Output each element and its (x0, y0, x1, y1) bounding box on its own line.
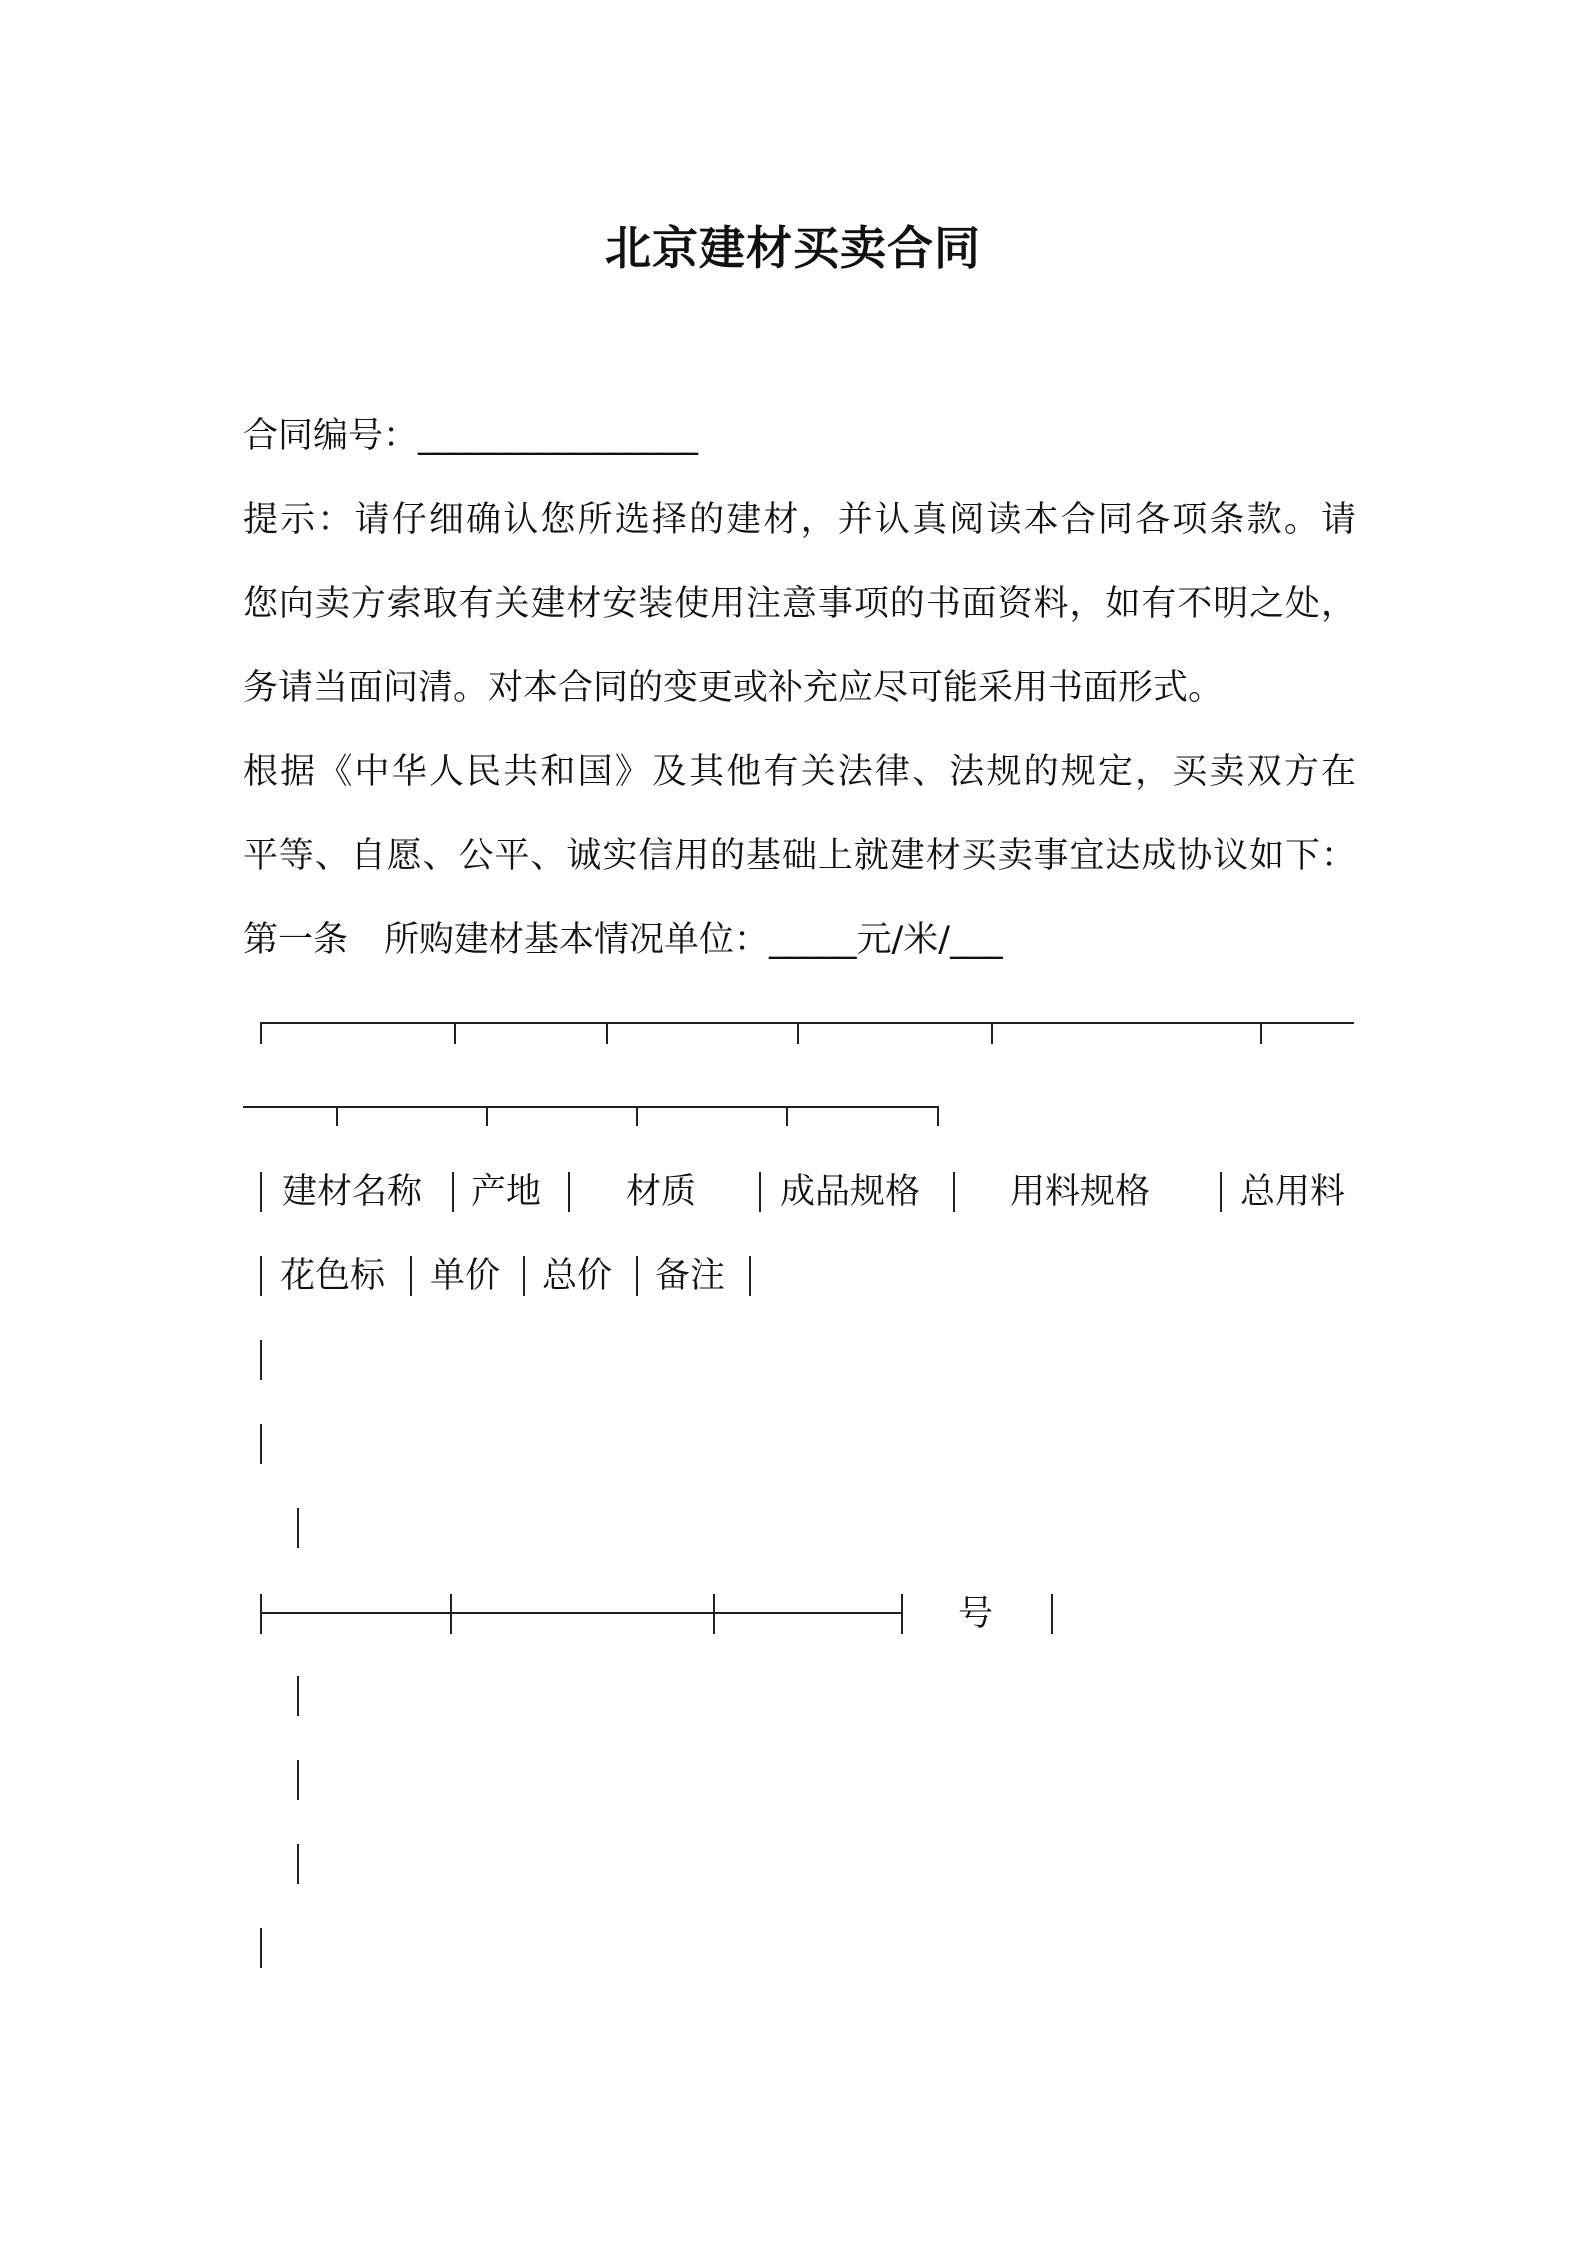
header-cell: 总价 (542, 1256, 613, 1296)
table-separator (260, 1340, 262, 1380)
contract-number-blank: ________________ (418, 416, 699, 456)
contract-number-line (243, 412, 698, 460)
table-separator (636, 1256, 638, 1296)
table-separator (297, 1844, 299, 1884)
table-separator (713, 1594, 715, 1634)
table-separator (260, 1594, 262, 1634)
table-top-tick (454, 1022, 456, 1044)
header-cell: 总用料 (1240, 1172, 1346, 1212)
contract-number-label: 合同编号： (243, 416, 419, 456)
table-separator (297, 1508, 299, 1548)
header-cell: 产地 (471, 1172, 542, 1212)
table-top-tick (486, 1106, 488, 1126)
table-top-tick (606, 1022, 608, 1044)
table-separator (1220, 1172, 1222, 1212)
document-title: 北京建材买卖合同 (605, 221, 981, 275)
header-cell: 成品规格 (780, 1172, 921, 1212)
table-separator (749, 1256, 751, 1296)
table-separator (901, 1594, 903, 1634)
table-mid-border (261, 1612, 901, 1614)
header-cell: 备注 (655, 1256, 726, 1296)
table-separator (523, 1256, 525, 1296)
table-top-tick (797, 1022, 799, 1044)
article-one-text: 所购建材基本情况单位：_____元/米/___ (384, 920, 1003, 960)
table-top-tick (636, 1106, 638, 1126)
header-cell: 材质 (626, 1172, 697, 1212)
table-top-tick (991, 1022, 993, 1044)
header-cell: 花色标 (280, 1256, 386, 1296)
table-top-border-continued (243, 1106, 938, 1108)
paragraph-line-2: 您向卖方索取有关建材安装使用注意事项的书面资料，如有不明之处， (243, 584, 1356, 624)
header-cell: 用料规格 (1010, 1172, 1151, 1212)
table-separator (260, 1928, 262, 1968)
header-cell: 建材名称 (282, 1172, 423, 1212)
table-separator (568, 1172, 570, 1212)
table-separator (759, 1172, 761, 1212)
table-separator (953, 1172, 955, 1212)
table-separator (297, 1676, 299, 1716)
table-separator (297, 1760, 299, 1800)
table-top-tick (786, 1106, 788, 1126)
table-separator (260, 1256, 262, 1296)
article-one-label: 第一条 (243, 920, 349, 960)
table-top-tick (260, 1022, 262, 1044)
table-top-tick (1260, 1022, 1262, 1044)
header-cell: 单价 (430, 1256, 501, 1296)
table-separator (260, 1424, 262, 1464)
table-separator (1051, 1594, 1053, 1634)
table-top-tick (937, 1106, 939, 1126)
table-top-border (261, 1022, 1354, 1024)
table-separator (452, 1172, 454, 1212)
table-separator (260, 1172, 262, 1212)
paragraph-line-5: 平等、自愿、公平、诚实信用的基础上就建材买卖事宜达成协议如下： (243, 836, 1356, 876)
paragraph-line-4: 根据《中华人民共和国》及其他有关法律、法规的规定，买卖双方在 (243, 752, 1356, 792)
table-separator (450, 1594, 452, 1634)
article-one-line (243, 916, 1003, 964)
paragraph-line-1: 提示：请仔细确认您所选择的建材，并认真阅读本合同各项条款。请 (243, 500, 1356, 540)
table-separator (410, 1256, 412, 1296)
number-label: 号 (958, 1594, 994, 1634)
table-top-tick (336, 1106, 338, 1126)
paragraph-line-3: 务请当面问清。对本合同的变更或补充应尽可能采用书面形式。 (243, 668, 1224, 708)
